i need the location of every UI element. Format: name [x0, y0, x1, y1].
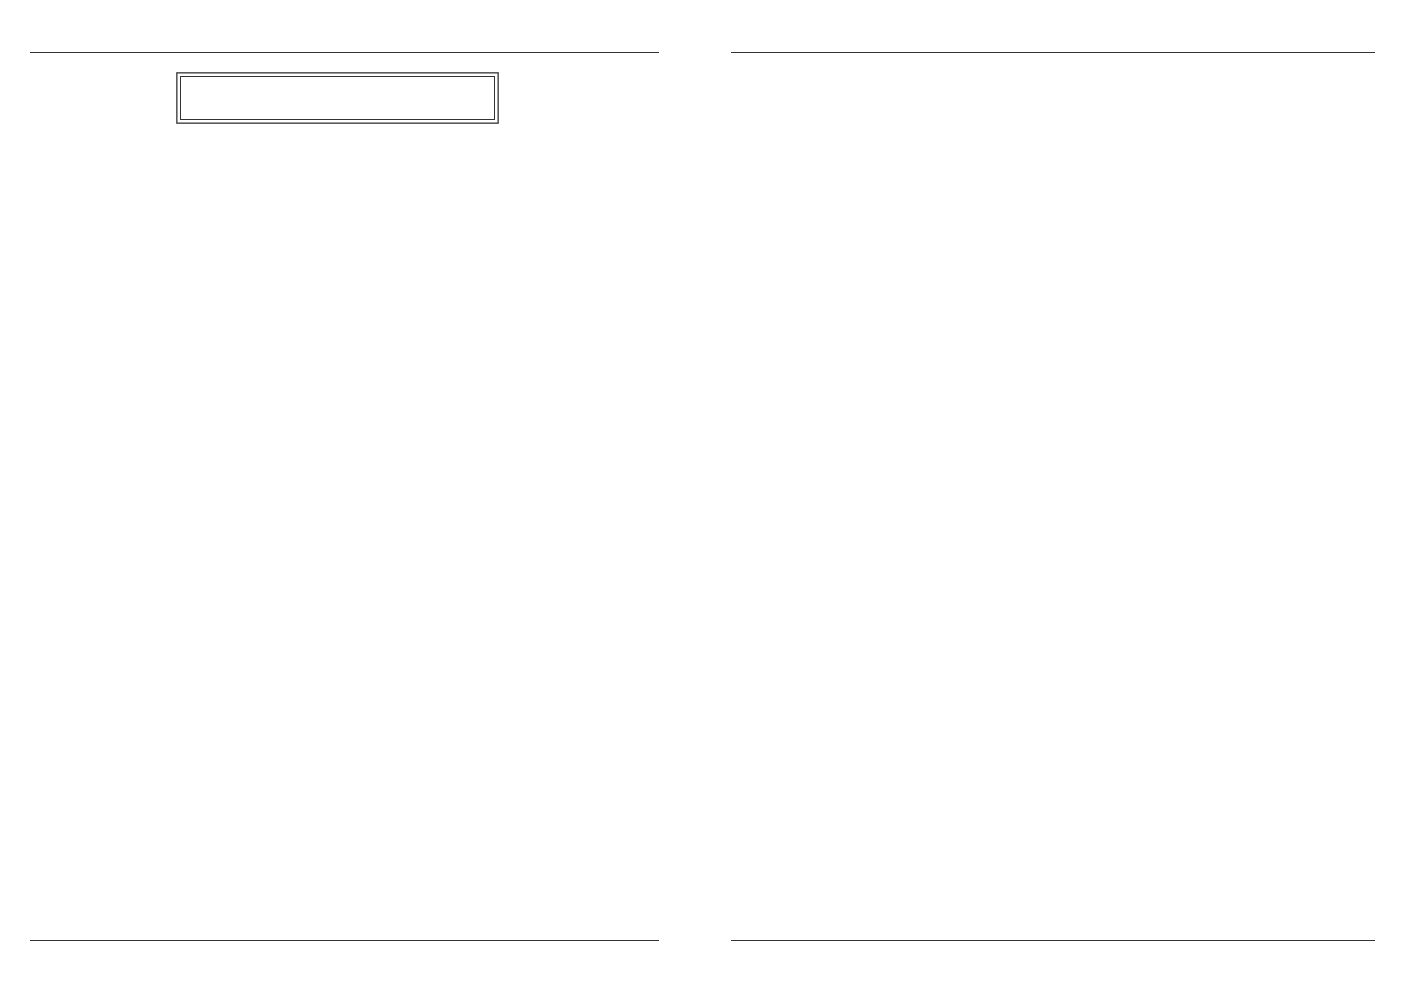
- top-rule-right: [731, 52, 1375, 53]
- top-rule-left: [30, 52, 659, 53]
- bottom-rule-right: [731, 940, 1375, 941]
- bottom-rule-left: [30, 940, 659, 941]
- worship-title-box: [180, 76, 495, 120]
